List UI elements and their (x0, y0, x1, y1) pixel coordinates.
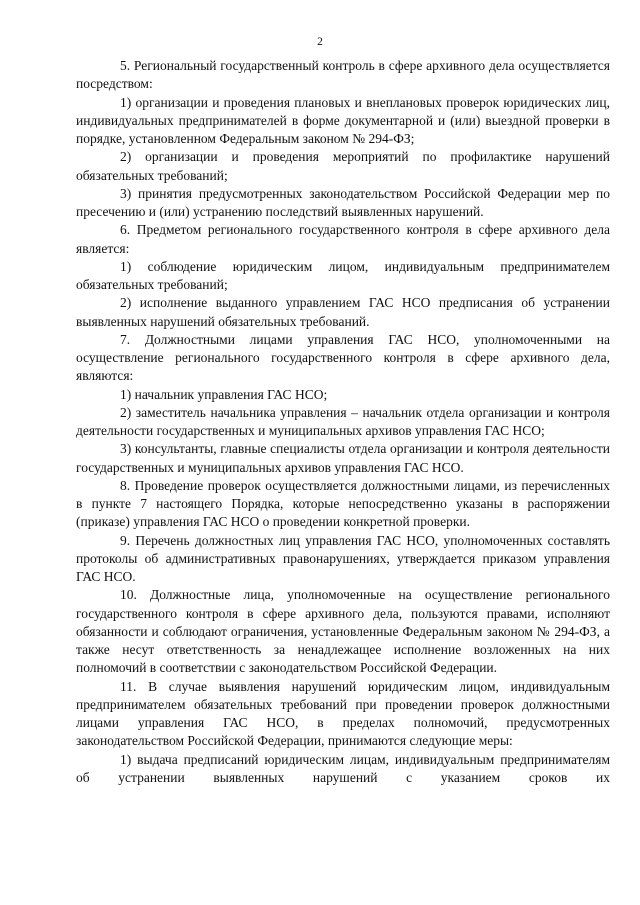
paragraph-11-item-1: 1) выдача предписаний юридическим лицам, индивидуальным предпринимателям об устранении выявленных нарушений с указанием сроков их (76, 751, 610, 785)
paragraph-7-item-1: 1) начальник управления ГАС НСО; (120, 386, 328, 402)
paragraph-9: 9. Перечень должностных лиц управления ГАС НСО, уполномоченных составлять протоколы об административных правонарушениях, утверждается приказом управления ГАС НСО. (76, 532, 610, 584)
paragraph-5: 5. Региональный государственный контроль в сфере архивного дела осуществляется посредством: (76, 58, 610, 92)
document-body (76, 57, 610, 787)
paragraph-8: 8. Проведение проверок осуществляется должностными лицами, из перечисленных в пункте 7 настоящего Порядка, которые непосредственно указаны в распоряжении (приказе) управления ГАС НСО о проведении конкретной проверки. (76, 477, 610, 530)
paragraph-7-item-2: 2) заместитель начальника управления – начальник отдела организации и контроля деятельности государственных и муниципальных архивов управления ГАС НСО; (76, 404, 610, 438)
paragraph-6-item-1: 1) соблюдение юридическим лицом, индивидуальным предпринимателем обязательных требований; (76, 258, 610, 292)
paragraph-11: 11. В случае выявления нарушений юридическим лицом, индивидуальным предпринимателем обязательных требований при проведении проверок должностными лицами управления ГАС НСО, в пределах полномочий, предусмотренных законодательством Российской Федерации, принимаются следующие меры: (76, 678, 610, 749)
paragraph-5-item-3: 3) принятия предусмотренных законодательством Российской Федерации мер по пресечению и (или) устранению последствий выявленных нарушений. (76, 185, 610, 219)
page-number: 2 (317, 36, 323, 48)
paragraph-6-item-2: 2) исполнение выданного управлением ГАС НСО предписания об устранении выявленных нарушений обязательных требований. (76, 295, 610, 329)
paragraph-7-item-3: 3) консультанты, главные специалисты отдела организации и контроля деятельности государственных и муниципальных архивов управления ГАС НСО. (76, 441, 610, 475)
paragraph-6: 6. Предметом регионального государственного контроля в сфере архивного дела является: (76, 222, 610, 256)
paragraph-10: 10. Должностные лица, уполномоченные на осуществление регионального государственного контроля в сфере архивного дела, пользуются правами, исполняют обязанности и соблюдают ограничения, установленные Федеральным законом № 294-ФЗ, а также несут ответственность за ненадлежащее исполнение возложенных на них полномочий в соответствии с законодательством Российской Федерации. (76, 587, 610, 676)
paragraph-5-item-1: 1) организации и проведения плановых и внеплановых проверок юридических лиц, индивидуальных предпринимателей в форме документарной и (или) выездной проверки в порядке, установленном Федеральным законом № 294-ФЗ; (76, 94, 610, 146)
paragraph-5-item-2: 2) организации и проведения мероприятий по профилактике нарушений обязательных требований; (76, 149, 610, 183)
paragraph-7: 7. Должностными лицами управления ГАС НСО, уполномоченными на осуществление регионального государственного контроля в сфере архивного дела, являются: (76, 331, 610, 384)
